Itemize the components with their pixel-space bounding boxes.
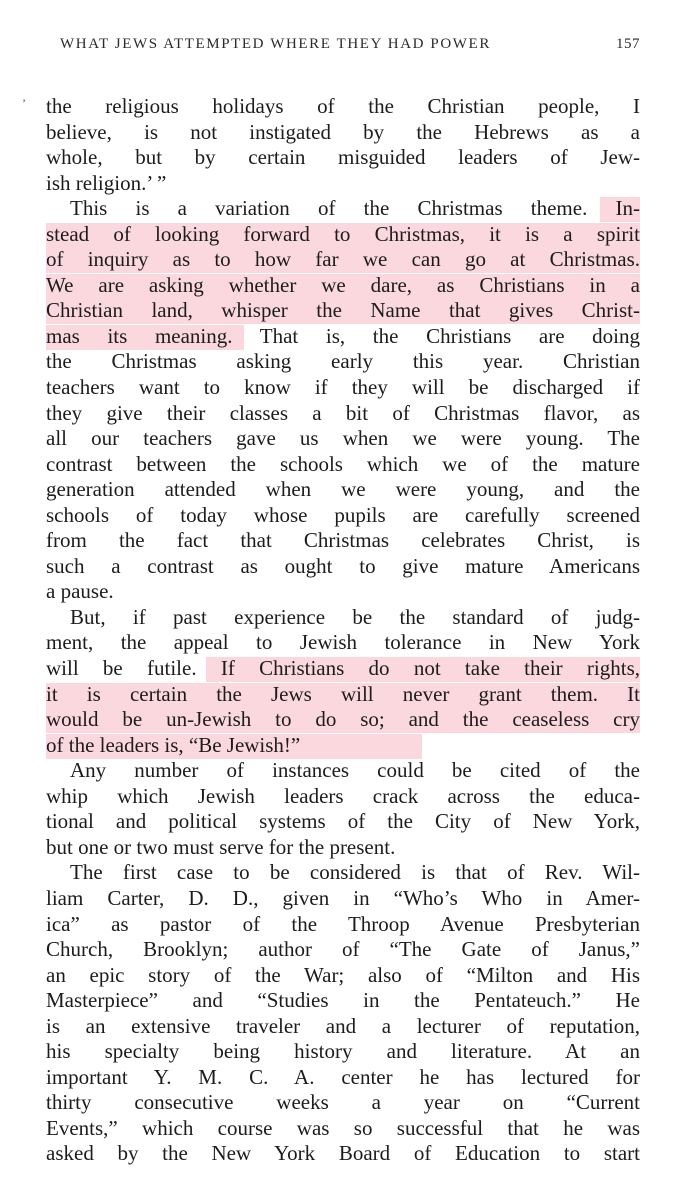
text-line: Church, Brooklyn; author of “The Gate of Janus,” (46, 937, 640, 962)
text-line: ish religion.’ ” (46, 170, 167, 195)
text-line: is an extensive traveler and a lecturer of reputation, (46, 1013, 640, 1038)
running-header (60, 36, 640, 60)
text-line: thirty consecutive weeks a year on “Current (46, 1090, 640, 1115)
text-line: schools of today whose pupils are carefully screened (46, 502, 640, 527)
text-line: ica” as pastor of the Throop Avenue Presbyterian (46, 911, 640, 936)
text-line: We are asking whether we dare, as Christians in a (46, 272, 640, 297)
text-line: Christian land, whisper the Name that gives Christ- (46, 298, 640, 323)
text-line: the religious holidays of the Christian people, I (46, 94, 640, 118)
text-line: important Y. M. C. A. center he has lectured for (46, 1064, 640, 1089)
text-line: such a contrast as ought to give mature Americans (46, 553, 640, 578)
text-line: Events,” which course was so successful that he was (46, 1115, 640, 1140)
text-line: a pause. (46, 579, 114, 604)
text-line: but one or two must serve for the present. (46, 834, 396, 859)
text-line: his specialty being history and literature. At an (46, 1039, 640, 1064)
text-line: whip which Jewish leaders crack across the educa- (46, 783, 640, 808)
text-line: Masterpiece” and “Studies in the Pentateuch.” He (46, 988, 640, 1013)
text-line: they give their classes a bit of Christmas flavor, as (46, 400, 640, 425)
text-line: mas its meaning. That is, the Christians are doing (46, 323, 640, 348)
page-body-text (46, 94, 640, 1167)
text-line: Any number of instances could be cited of the (70, 758, 640, 783)
text-line: This is a variation of the Christmas theme. In- (70, 196, 640, 221)
text-line: whole, but by certain misguided leaders of Jew- (46, 145, 640, 170)
text-line: teachers want to know if they will be discharged if (46, 375, 640, 400)
text-line: from the fact that Christmas celebrates Christ, is (46, 528, 640, 553)
text-line: liam Carter, D. D., given in “Who’s Who in Amer- (46, 885, 640, 910)
running-title: WHAT JEWS ATTEMPTED WHERE THEY HAD POWER (60, 36, 491, 52)
text-line: believe, is not instigated by the Hebrews as a (46, 119, 640, 144)
text-line: generation attended when we were young, and the (46, 477, 640, 502)
text-line: asked by the New York Board of Education to start (46, 1141, 640, 1166)
margin-mark: ’ (22, 96, 26, 110)
text-line: it is certain the Jews will never grant them. It (46, 681, 640, 706)
text-line: But, if past experience be the standard of judg- (70, 604, 640, 629)
text-line: ment, the appeal to Jewish tolerance in New York (46, 630, 640, 655)
text-line: will be futile. If Christians do not take their rights, (46, 656, 640, 681)
text-line: would be un-Jewish to do so; and the ceaseless cry (46, 707, 640, 732)
text-line: contrast between the schools which we of the mature (46, 451, 640, 476)
page-number: 157 (616, 36, 640, 52)
text-line: The first case to be considered is that of Rev. Wil- (70, 860, 640, 885)
text-line: of the leaders is, “Be Jewish!” (46, 733, 640, 759)
text-line: all our teachers gave us when we were young. The (46, 426, 640, 451)
text-line: of inquiry as to how far we can go at Christmas. (46, 247, 640, 272)
text-line: stead of looking forward to Christmas, it is a spirit (46, 221, 640, 246)
text-line: an epic story of the War; also of “Milton and His (46, 962, 640, 987)
text-line: tional and political systems of the City of New York, (46, 809, 640, 834)
text-line: the Christmas asking early this year. Christian (46, 349, 640, 374)
